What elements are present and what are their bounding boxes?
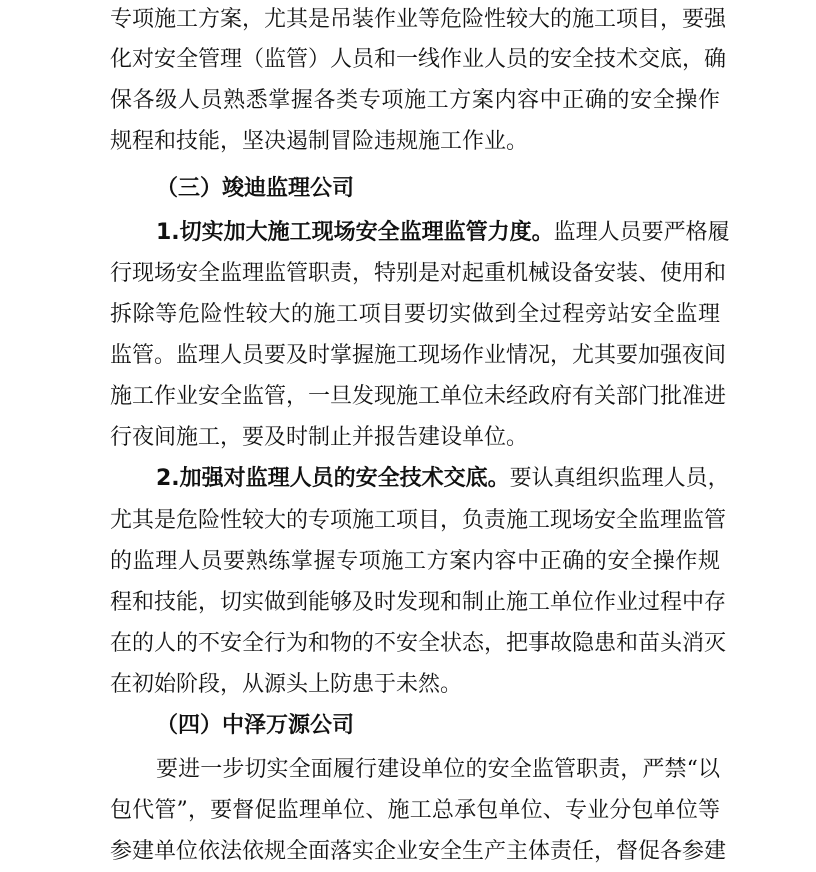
paragraph-line: 监管。监理人员要及时掌握施工现场作业情况，尤其要加强夜间 bbox=[110, 343, 727, 368]
paragraph-line: 要进一步切实全面履行建设单位的安全监管职责，严禁“以 bbox=[156, 757, 720, 782]
paragraph-line: 程和技能，切实做到能够及时发现和制止施工单位作业过程中存 bbox=[110, 590, 727, 615]
item-first-line bbox=[156, 459, 730, 499]
paragraph-line: 行夜间施工，要及时制止并报告建设单位。 bbox=[110, 425, 529, 450]
item-title: 1.切实加大施工现场安全监理监管力度。 bbox=[156, 220, 554, 245]
paragraph-line: 保各级人员熟悉掌握各类专项施工方案内容中正确的安全操作 bbox=[110, 88, 720, 113]
paragraph-line: 专项施工方案，尤其是吊装作业等危险性较大的施工项目，要强 bbox=[110, 7, 727, 32]
paragraph-line: 的监理人员要熟练掌握专项施工方案内容中正确的安全操作规 bbox=[110, 549, 720, 574]
paragraph-line: 行现场安全监理监管职责，特别是对起重机械设备安装、使用和 bbox=[110, 261, 727, 286]
item-title: 2.加强对监理人员的安全技术交底。 bbox=[156, 466, 510, 491]
item-text: 要认真组织监理人员， bbox=[509, 466, 730, 491]
paragraph-line: 化对安全管理（监管）人员和一线作业人员的安全技术交底，确 bbox=[110, 47, 727, 72]
paragraph-line: 在的人的不安全行为和物的不安全状态，把事故隐患和苗头消灭 bbox=[110, 631, 727, 656]
paragraph-line: 在初始阶段，从源头上防患于未然。 bbox=[110, 672, 463, 697]
paragraph-line: 包代管”，要督促监理单位、施工总承包单位、专业分包单位等 bbox=[110, 798, 720, 823]
section-heading: （三）竣迪监理公司 bbox=[156, 176, 355, 201]
section-heading: （四）中泽万源公司 bbox=[156, 713, 355, 738]
item-first-line bbox=[156, 213, 730, 253]
paragraph-line: 拆除等危险性较大的施工项目要切实做到全过程旁站安全监理 bbox=[110, 302, 720, 327]
item-text: 监理人员要严格履 bbox=[553, 220, 730, 245]
paragraph-line: 施工作业安全监管，一旦发现施工单位未经政府有关部门批准进 bbox=[110, 384, 727, 409]
paragraph-line: 参建单位依法依规全面落实企业安全生产主体责任，督促各参建 bbox=[110, 839, 727, 864]
paragraph-line: 尤其是危险性较大的专项施工项目，负责施工现场安全监理监管 bbox=[110, 508, 727, 533]
paragraph-line: 规程和技能，坚决遏制冒险违规施工作业。 bbox=[110, 129, 529, 154]
